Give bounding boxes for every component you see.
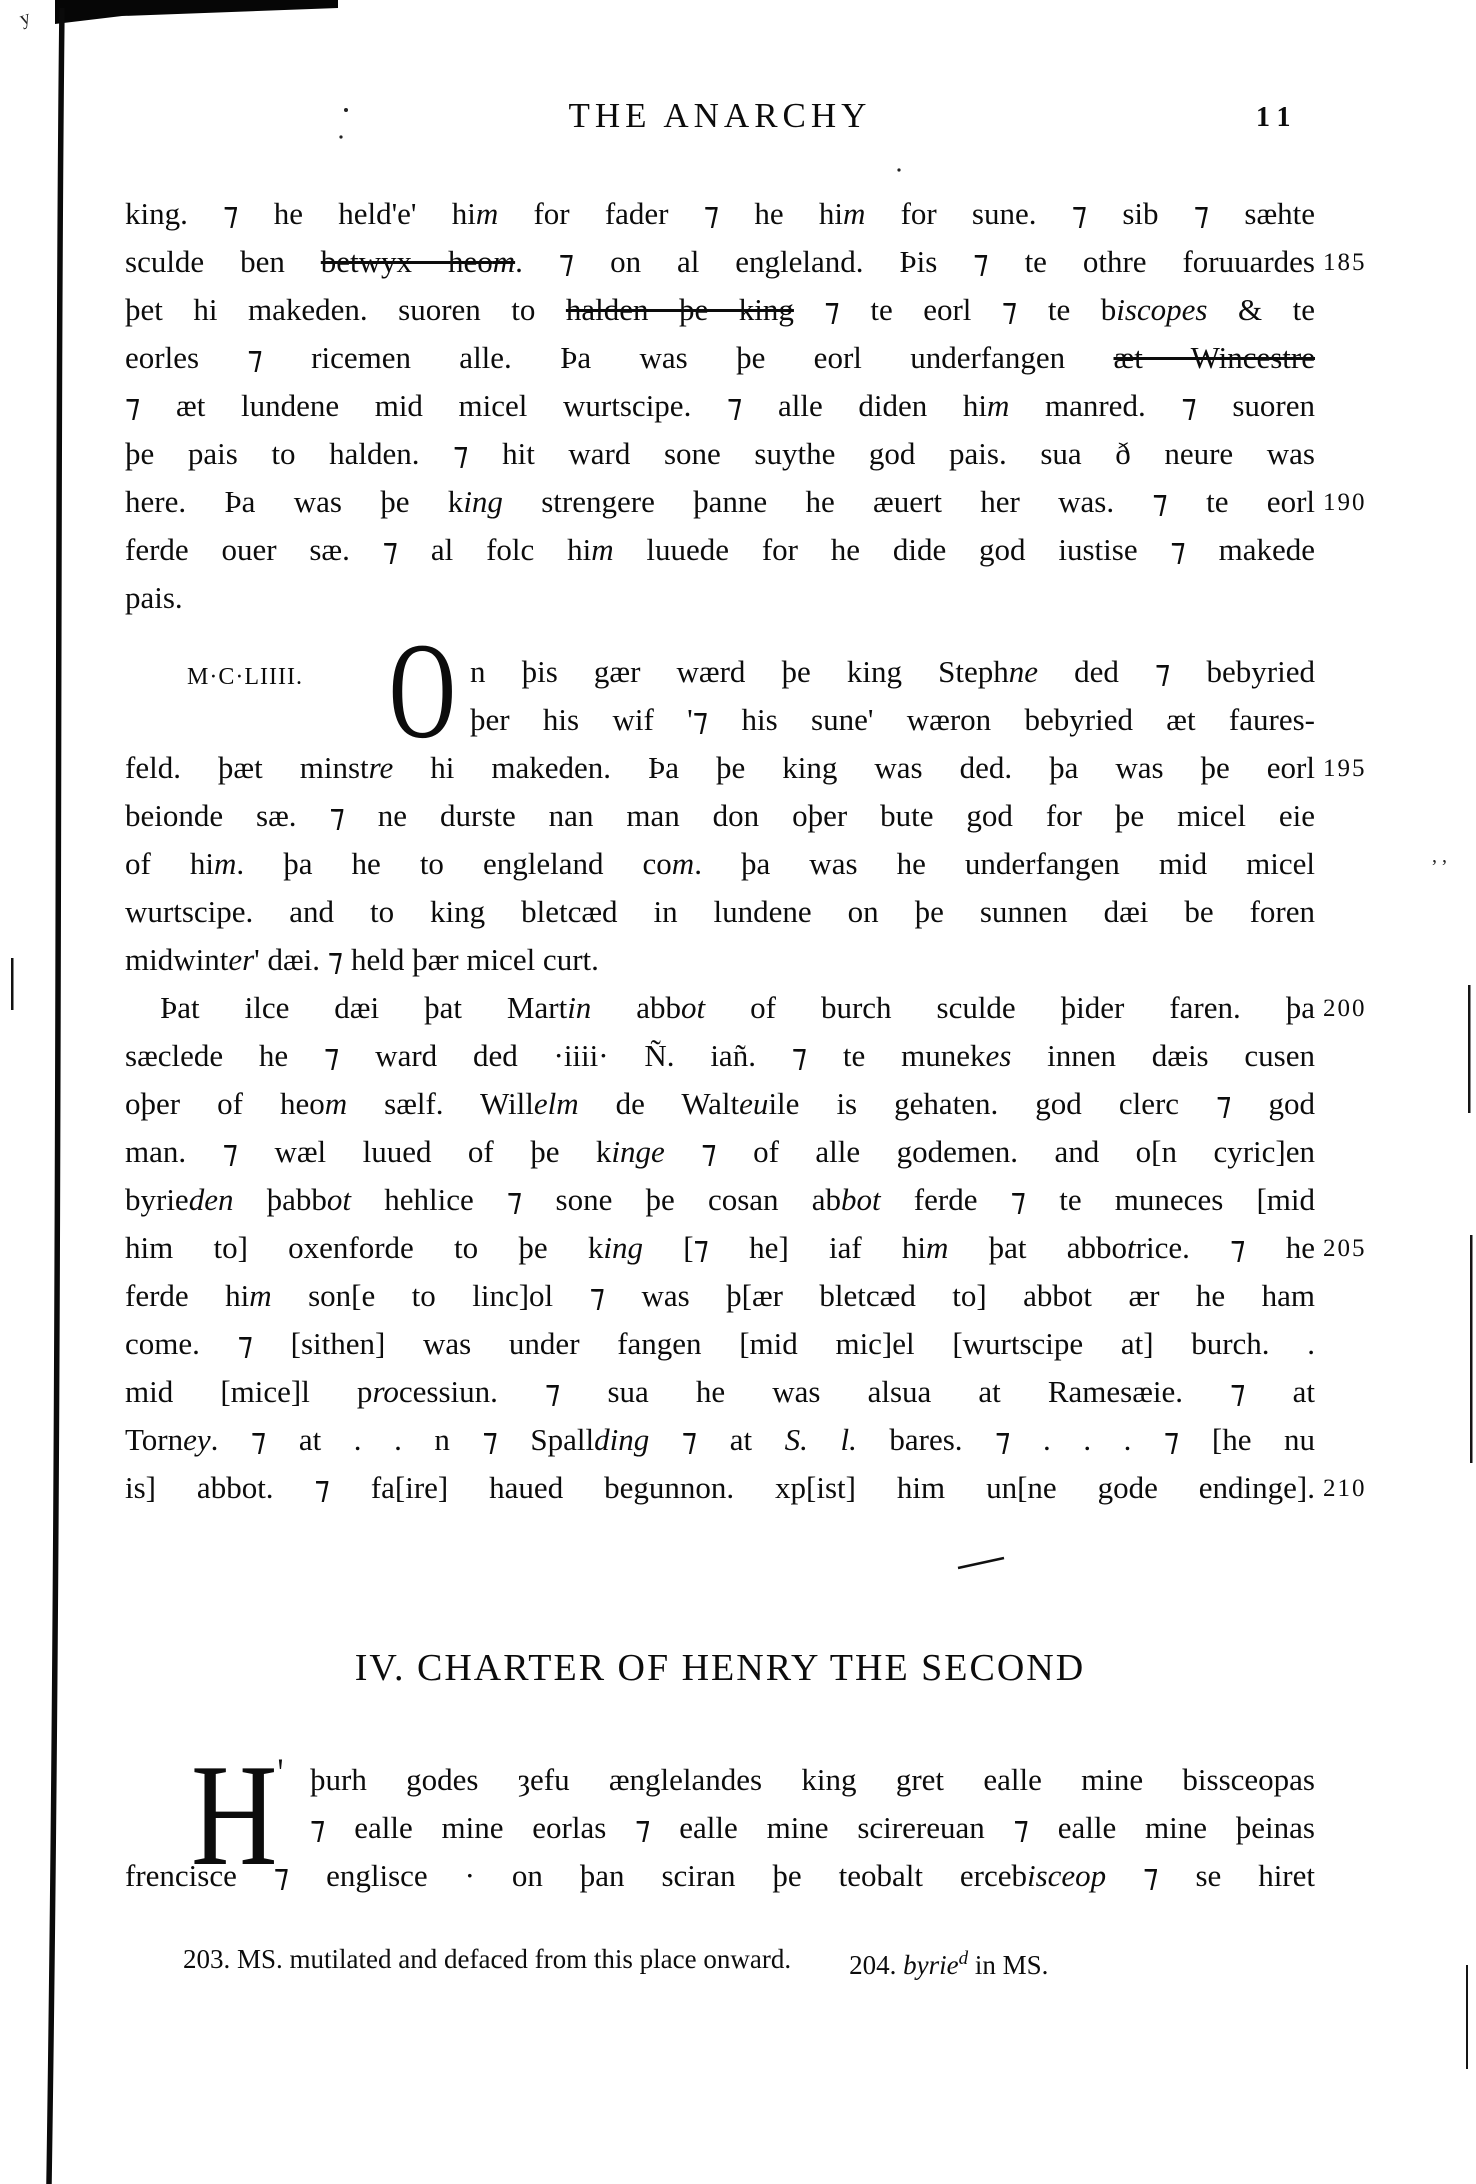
text-line: oþer of heom sælf. Willelm de Walteuile is gehaten. god clerc ⁊ god: [125, 1086, 1315, 1121]
right-edge-mark-3: [1466, 1965, 1468, 2069]
text-line: wurtscipe. and to king bletcæd in lundene on þe sunnen dæi be foren: [125, 894, 1315, 929]
footnotes: [183, 1942, 1315, 1982]
text-line: þe pais to halden. ⁊ hit ward sone suythe god pais. sua ð neure was: [125, 436, 1315, 471]
margin-speck-commas: , ,: [1432, 845, 1447, 867]
text-line: mid [mice]l processiun. ⁊ sua he was alsua at Ramesæie. ⁊ at: [125, 1374, 1315, 1409]
left-margin-tick: [11, 958, 14, 1010]
text-line: him to] oxenforde to þe king [⁊ he] iaf him þat abbotrice. ⁊ he 205: [125, 1224, 1315, 1272]
text-line: n þis gær wærd þe king Stephne ded ⁊ bebyried: [470, 654, 1315, 689]
section-heading: IV. CHARTER OF HENRY THE SECOND: [354, 1647, 1086, 1689]
line-number: 190: [1323, 489, 1367, 516]
text-line: sæclede he ⁊ ward ded ·iiii· Ñ. iañ. ⁊ te munekes innen dæis cusen: [125, 1038, 1316, 1073]
text-line: pais.: [125, 580, 183, 615]
charter-paragraph: [125, 1734, 1316, 1900]
speck-3: [897, 168, 900, 171]
footnote-203: 203. MS. mutilated and defaced from this place onward.: [183, 1944, 792, 1974]
paragraph-martin-abbot: [125, 984, 1367, 1512]
footnote-204-rest: in MS.: [968, 1950, 1049, 1980]
line-number: 200: [1323, 995, 1367, 1022]
footnote-204: [849, 1942, 1048, 1982]
text-line: ferde ouer sæ. ⁊ al folc him luuede for he dide god iustise ⁊ makede: [125, 532, 1316, 567]
binding-line: [49, 8, 62, 2184]
annal-1154-block: [125, 614, 1367, 984]
text-line: ferde him son[e to linc]ol ⁊ was þ[ær bletcæd to] abbot ær he ham: [125, 1278, 1316, 1313]
text-line: is] abbot. ⁊ fa[ire] haued begunnon. xp[ist] him un[ne gode endinge]. 210: [125, 1464, 1315, 1512]
right-edge-mark-2: [1470, 1235, 1473, 1463]
text-line: byrieden þabbot hehlice ⁊ sone þe cosan abbot ferde ⁊ te muneces [mid: [125, 1182, 1315, 1217]
text-line: man. ⁊ wæl luued of þe kinge ⁊ of alle godemen. and o[n cyric]en: [125, 1134, 1315, 1169]
line-number: 210: [1323, 1475, 1367, 1502]
text-line: of him. þa he to engleland com. þa was he underfangen mid micel: [125, 846, 1315, 881]
text-line: sculde ben betwyx heom. ⁊ on al engleland. Þis ⁊ te othre foruuardes 185: [125, 238, 1315, 286]
annal-year-marginal: M·C·LIIII.: [187, 664, 303, 690]
charter-text: [125, 1756, 1315, 1900]
page-header: [0, 96, 1476, 146]
text-line: here. Þa was þe king strengere þanne he æuert her was. ⁊ te eorl 190: [125, 478, 1315, 526]
text-line: feld. þæt minstre hi makeden. Þa þe king was ded. þa was þe eorl 195: [125, 744, 1315, 792]
text-line: ⁊ æt lundene mid micel wurtscipe. ⁊ alle diden him manred. ⁊ suoren: [125, 388, 1315, 423]
right-edge-mark-1: [1468, 985, 1471, 1113]
dropcap-h-apostrophe: ': [277, 1750, 284, 1795]
footnote-204-sup: d: [958, 1948, 969, 1969]
text-line: Þat ilce dæi þat Martin abbot of burch sculde þider faren. þa 200: [160, 984, 1315, 1032]
dropcap-h-letter: H: [191, 1734, 278, 1896]
text-line: þet hi makeden. suoren to halden þe king ⁊ te eorl ⁊ te biscopes & te: [125, 292, 1315, 327]
annal-1154-text: [125, 648, 1367, 984]
paragraph-king-stephen: [125, 190, 1367, 622]
text-line: þurh godes ȝefu ænglelandes king gret ealle mine bissceopas: [310, 1762, 1315, 1797]
page-number: 11: [1256, 102, 1299, 133]
line-number: 185: [1323, 249, 1367, 276]
footnote-204-word: byrie: [903, 1950, 959, 1980]
text-line: beionde sæ. ⁊ ne durste nan man don oþer bute god for þe micel eie: [125, 798, 1315, 833]
text-line: frencisce ⁊ englisce · on þan sciran þe teobalt ercebisceop ⁊ se hiret: [125, 1858, 1316, 1893]
running-title: THE ANARCHY: [568, 96, 872, 135]
page-body: [125, 190, 1367, 1982]
text-line: eorles ⁊ ricemen alle. Þa was þe eorl underfangen æt Wincestre: [125, 340, 1316, 375]
text-line: midwinter' dæi. ⁊ held þær micel curt.: [125, 942, 599, 977]
text-line: Torney. ⁊ at . . n ⁊ Spallding ⁊ at S. l. bares. ⁊ . . . ⁊ [he nu: [125, 1422, 1316, 1457]
text-line: þer his wif '⁊ his sune' wæron bebyried æt faures-: [470, 702, 1315, 737]
text-line: ⁊ ealle mine eorlas ⁊ ealle mine scirereuan ⁊ ealle mine þeinas: [310, 1810, 1315, 1845]
line-number: 195: [1323, 755, 1367, 782]
text-line: come. ⁊ [sithen] was under fangen [mid mic]el [wurtscipe at] burch. .: [125, 1326, 1315, 1361]
corner-mark: y: [16, 6, 34, 31]
top-edge-ink-wedge: [55, 0, 338, 24]
text-line: king. ⁊ he held'e' him for fader ⁊ he him for sune. ⁊ sib ⁊ sæhte: [125, 196, 1316, 231]
line-number: 205: [1323, 1235, 1367, 1262]
footnote-204-num: 204.: [849, 1950, 904, 1980]
dropcap-O: O: [389, 614, 456, 768]
